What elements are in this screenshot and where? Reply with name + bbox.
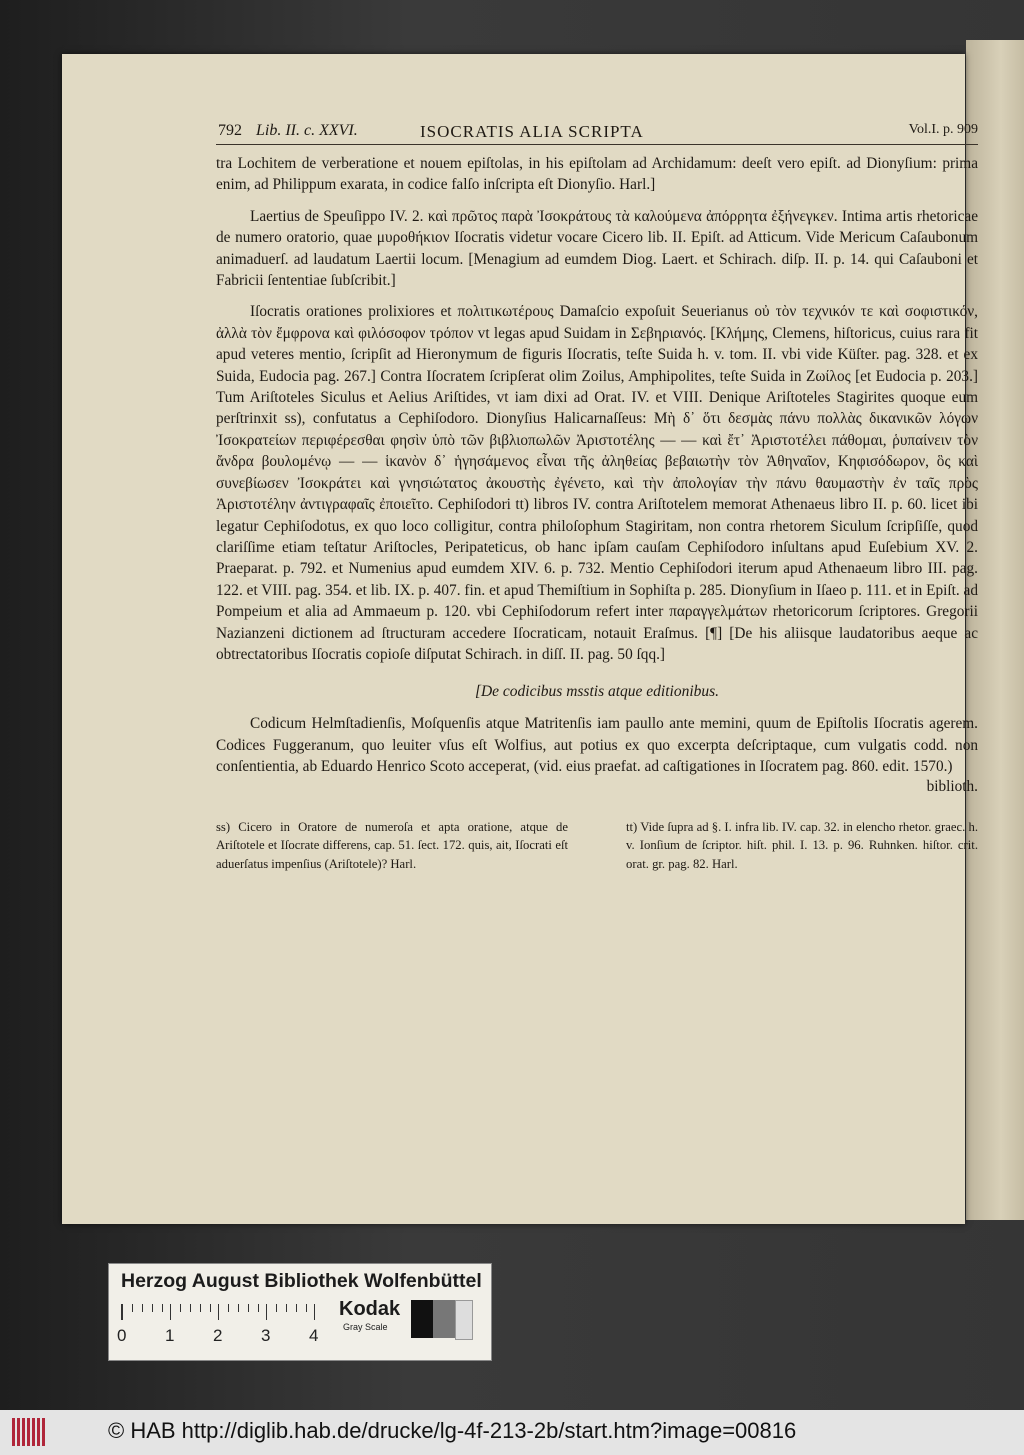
- footer-bar: [0, 1410, 1024, 1455]
- gray-patch-black: [411, 1300, 433, 1338]
- hab-logo-icon: [12, 1418, 46, 1446]
- book-page: [62, 54, 978, 1224]
- scale-ruler: [121, 1304, 322, 1320]
- ruler-number: 0: [117, 1326, 127, 1345]
- ruler-number: 1: [165, 1326, 175, 1345]
- gray-patch-mid: [433, 1300, 455, 1338]
- footnotes: [216, 818, 978, 874]
- paragraph-isocratis: Iſocratis orationes prolixiores et πολιτικωτέρους Damaſcio expoſuit Seuerianus οὐ τὸν τεχνικόν τε καὶ σοφιστικόν, ἀλλὰ τὸν ἔμφρονα καὶ φιλόσοφον τρόπον vt legas apud Suidam in Σεβηριανός. [Κλήμης, Clemens, hiſtoricus, cuius rara fit apud veteres mentio, ſcripſit ad Hieronymum de figuris Iſocratis, teſte Suida h. v. tom. II. vbi vide Küſter. pag. 328. et ex Suida, Eudocia pag. 267.] Contra Iſocratem ſcripſerat olim Zoilus, Amphipolites, teſte Suida in Ζωίλος [et Eudocia p. 203.] Tum Ariſtoteles Siculus et Aelius Ariſtides, vt iam dixi ad Orat. IV. et VIII. Denique Ariſtoteles Stagirites quoque eum perſtrinxit ss), confutatus a Cephiſodoro. Dionyſius Halicarnaſſeus: Μὴ δ᾽ ὅτι δεσμὰς πάνυ πολλὰς δικανικῶν λόγων Ἰσοκρατείων περιφέρεσθαι φησὶν ὑπὸ τῶν βιβλιοπωλῶν Ἀριστοτέλης — — καὶ ἔτ᾽ Ἀριστοτέλει πάθομαι, ῥυπαίνειν τὸν ἄνδρα βουλομένῳ — — ἱκανὸν δ᾽ ἡγησάμενος εἶναι τῆς ἀληθείας βεβαιωτὴν τὸν Ἀθηναῖον, Κηφισόδωρον, ὃς καὶ συνεβίωσεν Ἰσοκράτει καὶ γνησιώτατος ἀκουστὴς ἐγένετο, καὶ τὴν ἀπολογίαν τὴν πάνυ θαυμαστὴν ἐν ταῖς πρὸς Ἀριστοτέλην ἀντιγραφαῖς ἐποιεῖτο. Cephiſodori tt) libros IV. contra Ariſtotelem memorat Athenaeus libro II. p. 60. licet ibi legatur Cephiſodotus, ex quo loco colligitur, contra philoſophum Stagiritam, non contra rhetorem Siculum ſcripſiſſe, quod clariſſime etiam teſtatur Ariſtocles, Peripateticus, ob hanc ipſam cauſam Cephiſodoro inſultans apud Euſebium XV. 2. Praeparat. p. 792. et Numenius apud eumdem XIV. 6. p. 732. Mentio Cephiſodori iterum apud Athenaeum libro III. pag. 122. et VIII. pag. 354. et lib. IX. p. 407. fin. et apud Themiſtium in Sophiſta p. 285. Dionyſium in Iſaeo p. 111. et in Epiſt. ad Pompeium et alia ad Ammaeum p. 120. vbi Cephiſodorum refert inter παραγγελμάτων rhetoricorum ſcriptores. Gregorii Nazianzeni dictionem ad ſtructuram accedere Iſocraticam, notauit Eraſmus. [¶] [De his aliisque laudatoribus aeque ac obtrectatoribus Iſocratis copioſe diſputat Schirach. in diſſ. II. pag. 50 ſqq.]: [216, 303, 978, 663]
- kodak-logo: Kodak: [339, 1298, 401, 1320]
- ruler-number: 3: [261, 1326, 271, 1345]
- running-title: ISOCRATIS ALIA SCRIPTA: [420, 122, 644, 141]
- paragraph-continuation: tra Lochitem de verberatione et nouem epiſtolas, in his epiſtolam ad Archidamum: deeſt vero epiſt. ad Dionyſium: prima enim, ad Philippum exarata, in codice falſo inſcripta eſt Dionyſio. Harl.]: [216, 155, 978, 194]
- page-content: [216, 120, 978, 873]
- page-number: 792: [218, 122, 242, 139]
- ruler-number: 2: [213, 1326, 223, 1345]
- library-name: Herzog August Bibliothek Wolfenbüttel: [121, 1270, 482, 1292]
- footer-copyright-url[interactable]: © HAB http://diglib.hab.de/drucke/lg-4f-213-2b/start.htm?image=00816: [108, 1418, 797, 1443]
- catchword: biblioth.: [926, 777, 978, 795]
- gray-patch-white: [455, 1300, 473, 1340]
- gray-scale-label: Gray Scale: [343, 1322, 388, 1332]
- running-header: [216, 120, 978, 145]
- volume-reference: Vol.I. p. 909: [908, 122, 978, 137]
- paragraph-laertius: Laertius de Speuſippo IV. 2. καὶ πρῶτος παρὰ Ἰσοκράτους τὰ καλούμενα ἀπόρρητα ἐξήνεγκεν. Intima artis rhetoricae de numero oratorio, quae μυροθήκιον Iſocratis videtur vocare Cicero lib. II. Epiſt. ad Atticum. Vide Mericum Caſaubonum animaduerſ. ad laudatum Laertii locum. [Menagium ad eumdem Diog. Laert. et Schirach. diſp. II. p. 14. qui Caſauboni et Fabricii ſententiae ſubſcribit.]: [216, 207, 978, 290]
- footnote-ss: ss) Cicero in Oratore de numeroſa et apta oratione, atque de Ariſtotele et Iſocrate differens, cap. 51. ſect. 172. quis, ait, Iſocrati eſt aduerſatus impenſius (Ariſtotele)? Harl.: [216, 819, 568, 871]
- book-reference: Lib. II. c. XXVI.: [256, 122, 358, 139]
- footnote-tt: tt) Vide ſupra ad §. I. infra lib. IV. cap. 32. in elencho rhetor. graec. h. v. Ionſium de ſcriptor. hiſt. phil. I. 13. p. 96. Ruhnken. hiſtor. crit. orat. gr. pag. 82. Harl.: [626, 819, 978, 871]
- section-heading: [De codicibus msstis atque editionibus.: [474, 683, 720, 701]
- library-label-card: [108, 1263, 492, 1361]
- paragraph-codices: Codicum Helmſtadienſis, Moſquenſis atque Matritenſis iam paullo ante memini, quum de Epiſtolis Iſocratis agerem. Codices Fuggeranum, quo leuiter vſus eſt Wolfius, aut potius ex quo excerpta deſcriptaque, cum vulgatis codd. non conſentientia, ab Eduardo Henrico Scoto acceperat, (vid. eius praefat. ad caſtigationes in Iſocratem pag. 860. edit. 1570.): [216, 715, 978, 776]
- ruler-number: 4: [309, 1326, 319, 1345]
